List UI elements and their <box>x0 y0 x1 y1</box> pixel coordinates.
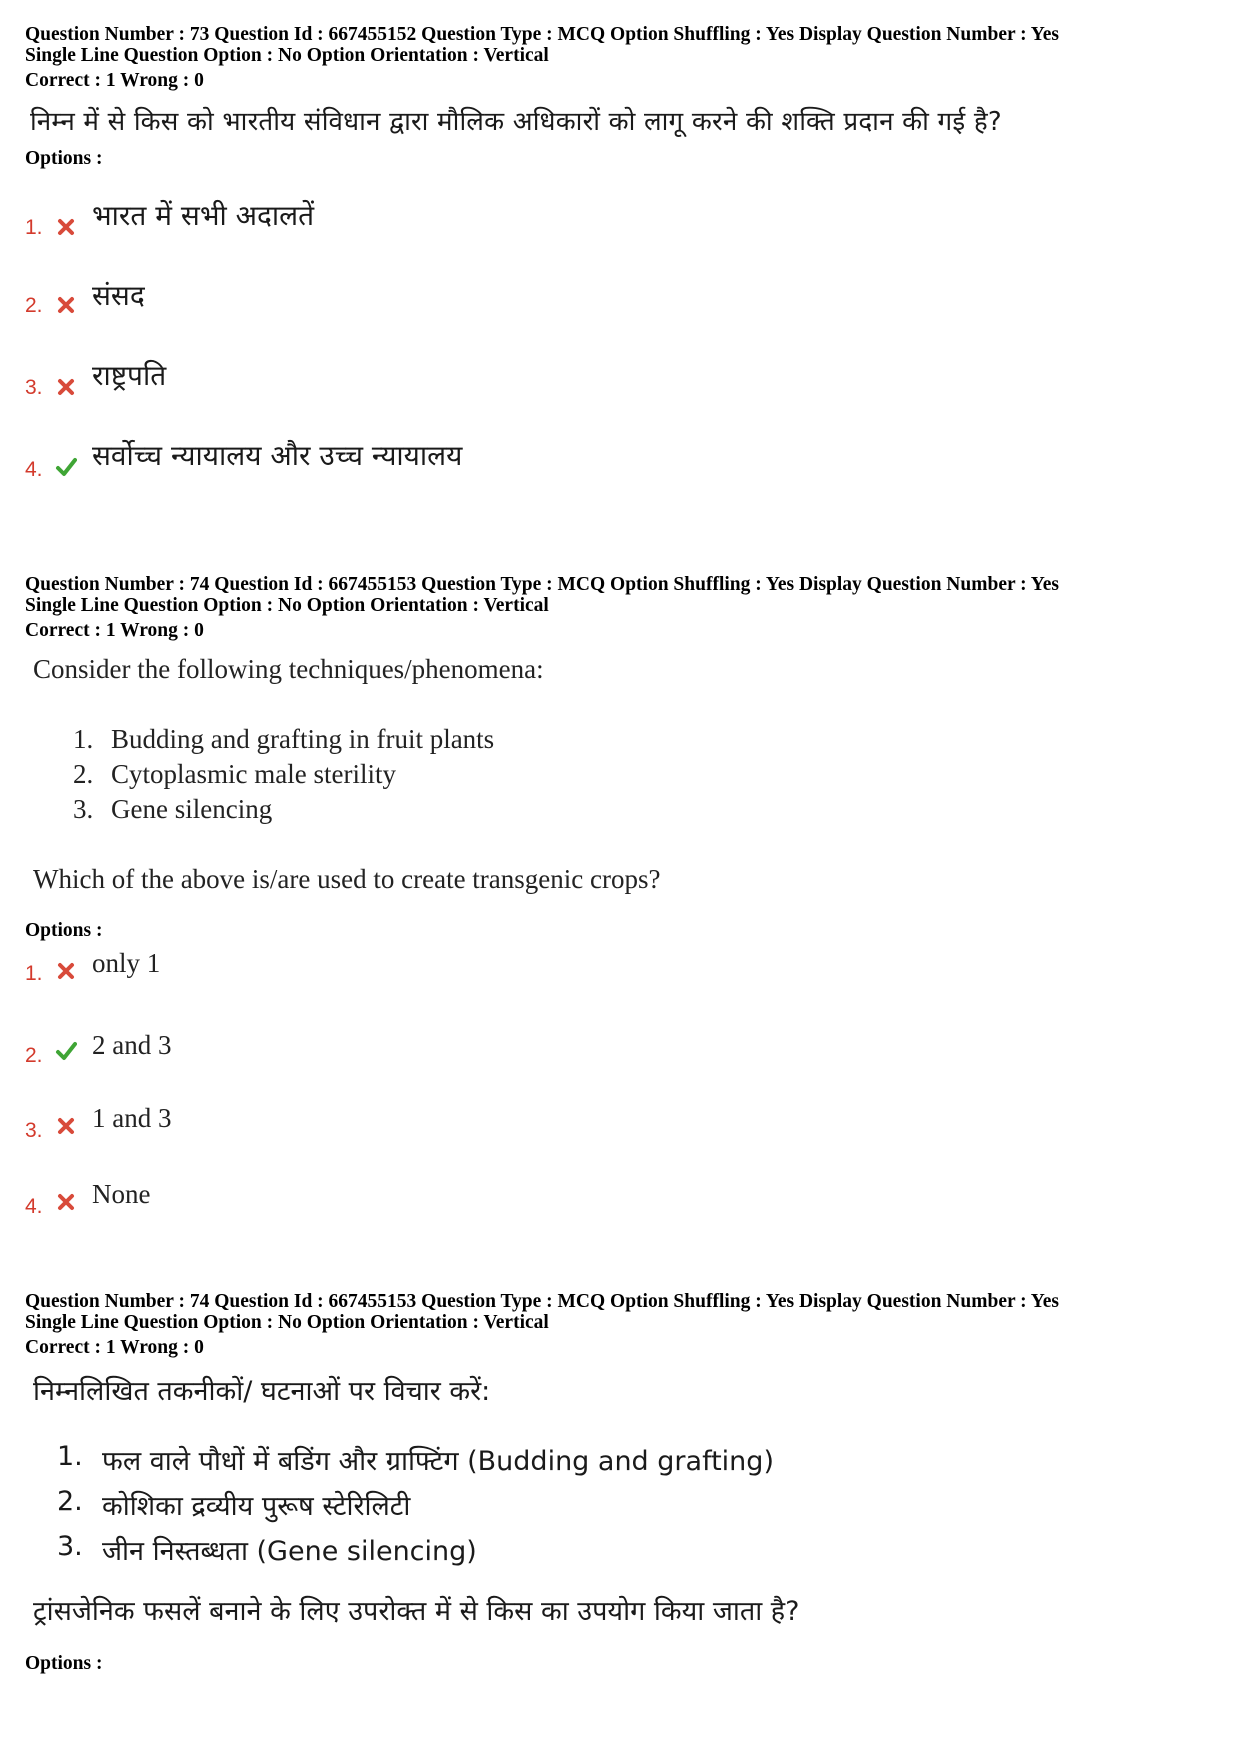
list-item-text: फल वाले पौधों में बडिंग और ग्राफ्टिंग (Budding and grafting) <box>102 1446 774 1477</box>
option-text: भारत में सभी अदालतें <box>92 199 315 232</box>
question-74-english-options-continued <box>25 1103 1220 1218</box>
option-number: 2. <box>25 1044 43 1067</box>
score-line: Correct : 1 Wrong : 0 <box>25 1337 204 1358</box>
option-text: 2 and 3 <box>92 1030 172 1060</box>
option-number: 1. <box>25 962 43 985</box>
question-meta-line-2: Single Line Question Option : No Option Orientation : Vertical <box>25 45 549 66</box>
list-item-number: 2. <box>57 1486 83 1517</box>
list-item-number: 1. <box>73 724 94 754</box>
correct-check-icon <box>55 456 77 478</box>
option-text: None <box>92 1179 151 1209</box>
option-number: 2. <box>25 294 43 317</box>
question-meta <box>25 24 1220 66</box>
list-item-number: 1. <box>57 1441 83 1472</box>
question-74-hindi-block <box>25 1291 1220 1691</box>
wrong-mark-icon <box>55 294 77 316</box>
option-number: 1. <box>25 216 43 239</box>
question-meta-line-1: Question Number : 74 Question Id : 667455153 Question Type : MCQ Option Shuffling : Yes Display Question Number : Yes <box>25 1291 1059 1312</box>
option-number: 3. <box>25 1119 43 1142</box>
wrong-mark-icon <box>55 216 77 238</box>
score-line: Correct : 1 Wrong : 0 <box>25 620 204 641</box>
list-item-text: जीन निस्तब्धता (Gene silencing) <box>102 1536 477 1567</box>
list-item-number: 3. <box>73 794 94 824</box>
question-meta-line-2: Single Line Question Option : No Option Orientation : Vertical <box>25 1312 549 1333</box>
wrong-mark-icon <box>55 960 77 982</box>
question-meta <box>25 1291 1220 1333</box>
question-meta-line-2: Single Line Question Option : No Option Orientation : Vertical <box>25 595 549 616</box>
list-item-text: कोशिका द्रव्यीय पुरूष स्टेरिलिटी <box>102 1491 411 1522</box>
question-stem: निम्न में से किस को भारतीय संविधान द्वारा मौलिक अधिकारों को लागू करने की शक्ति प्रदान की गई है? <box>30 107 1002 137</box>
option-number: 3. <box>25 376 43 399</box>
correct-check-icon <box>55 1040 77 1062</box>
option-number: 4. <box>25 458 43 481</box>
wrong-mark-icon <box>55 376 77 398</box>
wrong-mark-icon <box>55 1191 77 1213</box>
score-line: Correct : 1 Wrong : 0 <box>25 70 204 91</box>
question-meta-line-1: Question Number : 73 Question Id : 667455152 Question Type : MCQ Option Shuffling : Yes Display Question Number : Yes <box>25 24 1059 45</box>
list-item-text: Budding and grafting in fruit plants <box>111 724 495 754</box>
wrong-mark-icon <box>55 1115 77 1137</box>
question-74-english-block <box>25 574 1220 1094</box>
list-item-number: 2. <box>73 759 94 789</box>
option-text: संसद <box>92 279 145 312</box>
question-stem: Consider the following techniques/phenomena: <box>33 654 544 684</box>
options-label: Options : <box>25 148 103 169</box>
list-item-text: Cytoplasmic male sterility <box>111 759 396 789</box>
list-item-number: 3. <box>57 1531 83 1562</box>
question-prompt: ट्रांसजेनिक फसलें बनाने के लिए उपरोक्त में से किस का उपयोग किया जाता है? <box>33 1596 800 1627</box>
option-text: 1 and 3 <box>92 1103 172 1133</box>
option-text: राष्ट्रपति <box>92 359 167 392</box>
options-label: Options : <box>25 1653 103 1674</box>
question-prompt: Which of the above is/are used to create transgenic crops? <box>33 864 661 894</box>
question-meta-line-1: Question Number : 74 Question Id : 667455153 Question Type : MCQ Option Shuffling : Yes Display Question Number : Yes <box>25 574 1059 595</box>
list-item-text: Gene silencing <box>111 794 273 824</box>
question-stem: निम्नलिखित तकनीकों/ घटनाओं पर विचार करें: <box>33 1376 491 1407</box>
options-label: Options : <box>25 920 103 941</box>
option-number: 4. <box>25 1195 43 1218</box>
question-meta <box>25 574 1220 616</box>
option-text: सर्वोच्च न्यायालय और उच्च न्यायालय <box>92 439 463 472</box>
option-text: only 1 <box>92 948 161 978</box>
question-73-block <box>25 24 1220 481</box>
